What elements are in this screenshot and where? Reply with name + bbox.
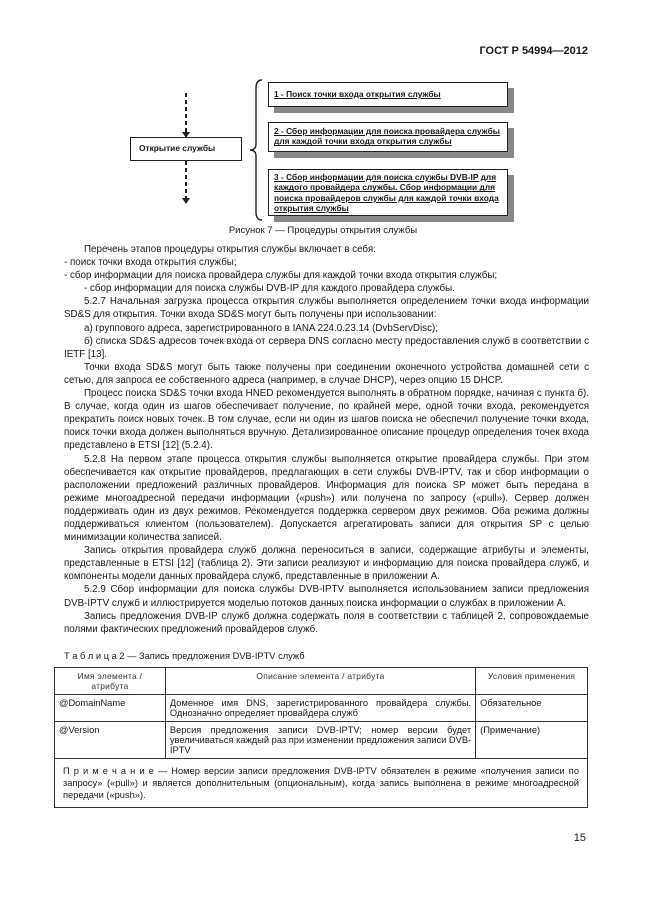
page-number: 15: [573, 832, 586, 844]
paragraph: б) списка SD&S адресов точек входа от сервера DNS согласно месту предоставления служб в соответствии с IETF [13].: [64, 335, 589, 360]
step-2-box: 2 - Сбор информации для поиска провайдера службы для каждой точки входа открытия службы: [268, 122, 508, 152]
procedure-diagram: [0, 0, 646, 240]
table-cell: (Примечание): [476, 722, 588, 759]
table-cell: Обязательное: [476, 695, 588, 722]
paragraph: Процесс поиска SD&S точки входа HNED рекомендуется выполнять в обратном порядке, начиная с пункта б). В случае, когда один из шагов обеспечивает получение, по крайней мере, одной точки входа, рекомендуется прекратить поиск новых точек. В том случае, если ни один из шагов поиска не обеспечил получение точки входа, поиск точки входа должен выполняться вручную. Детализированное описание процедур определения точек входа представлено в ETSI [12] (5.2.4).: [64, 388, 589, 452]
paragraph: - поиск точки входа открытия службы;: [64, 257, 237, 269]
paragraph: 5.2.8 На первом этапе процесса открытия службы выполняется открытие провайдера службы. При этом обеспечивается как открытие провайдеров, предлагающих в сети службы DVB-IPTV, так и сбор информации о расположении предложений различных провайдеров. Информация для поиска SP может быть передана в режиме многоадресной передачи информации («push») или получена по запросу («pull»). Сервер должен поддерживать один из двух режимов. Рекомендуется поддержка сервером двух режимов. Оба режима должны поддерживаться клиентом (пользователем). Допускается агрегатировать записи для открытия SP с целью минимизации количества записей.: [64, 453, 589, 544]
paragraph: - сбор информации для поиска службы DVB-IP для каждого провайдера службы.: [84, 283, 455, 295]
table-row: [55, 722, 588, 759]
open-service-box: Открытие службы: [130, 137, 242, 161]
table-note-row: [55, 759, 588, 808]
header-cell: Имя элемента / атрибута: [55, 668, 166, 695]
table-cell: @DomainName: [55, 695, 166, 722]
table-cell: @Version: [55, 722, 166, 759]
header-cell: Условия применения: [476, 668, 588, 695]
step-1-box: 1 - Поиск точки входа открытия службы: [268, 82, 508, 107]
paragraph: а) группового адреса, зарегистрированного в IANA 224.0.23.14 (DvbServDisc);: [84, 322, 438, 334]
paragraph: 5.2.7 Начальная загрузка процесса открытия службы выполняется определением точки входа информации SD&S для открытия. Точки входа SD&S могут быть получены при использовании:: [64, 296, 589, 321]
paragraph: Запись открытия провайдера служб должна переноситься в записи, содержащие атрибуты и элементы, представленные в ETSI [12] (таблица 2). Эти записи реализуют и информацию для поиска провайдера служб, и компоненты модели данных провайдера служб, представленные в приложении А.: [64, 545, 589, 583]
step-3-box: 3 - Сбор информации для поиска службы DVB-IP для каждого провайдера службы. Сбор информации для поиска провайдеров службы для каждой точки входа открытия службы: [268, 169, 508, 216]
table-cell: Версия предложения записи DVB-IPTV; номер версии будет увеличиваться каждый раз при изменении предложения записи DVB-IPTV: [165, 722, 475, 759]
paragraph: Точки входа SD&S могут быть также получены при соединении оконечного устройства домашней сети с сетью, для запроса ее собственного адреса (например, в случае DHCP), через опцию 15 DHCP.: [64, 361, 589, 386]
figure-caption: Рисунок 7 — Процедуры открытия службы: [228, 225, 418, 236]
body-text: [64, 243, 589, 636]
table-row: [55, 695, 588, 722]
header-cell: Описание элемента / атрибута: [165, 668, 475, 695]
paragraph: Перечень этапов процедуры открытия службы включает в себя:: [84, 244, 376, 255]
table-caption: Т а б л и ц а 2 — Запись предложения DVB-IPTV служб: [64, 651, 305, 661]
paragraph: 5.2.9 Сбор информации для поиска службы DVB-IPTV выполняется использованием записи предложения DVB-IPTV служб и иллюстрируется моделью потоков данных поиска информации о службах в приложении А.: [64, 584, 589, 609]
paragraph: - сбор информации для поиска провайдера службы для каждой точки входа открытия службы;: [64, 270, 498, 282]
service-offer-table: [54, 667, 588, 808]
table-cell: Доменное имя DNS, зарегистрированного провайдера службы. Однозначно определяет провайдера служб: [165, 695, 475, 722]
standard-number: ГОСТ Р 54994—2012: [479, 45, 588, 57]
table-header-row: [55, 668, 588, 695]
paragraph: Запись предложения DVB-IP служб должна содержать поля в соответствии с таблицей 2, сопровождаемые полями фактических предложений провайдеров служб.: [64, 610, 589, 635]
table-note: П р и м е ч а н и е — Номер версии записи предложения DVB-IPTV обязателен в режиме «получения записи по запросу» («pull») и является дополнительным (опциональным), когда запись выполнена в режиме многоадресной передачи («push»).: [55, 759, 588, 808]
